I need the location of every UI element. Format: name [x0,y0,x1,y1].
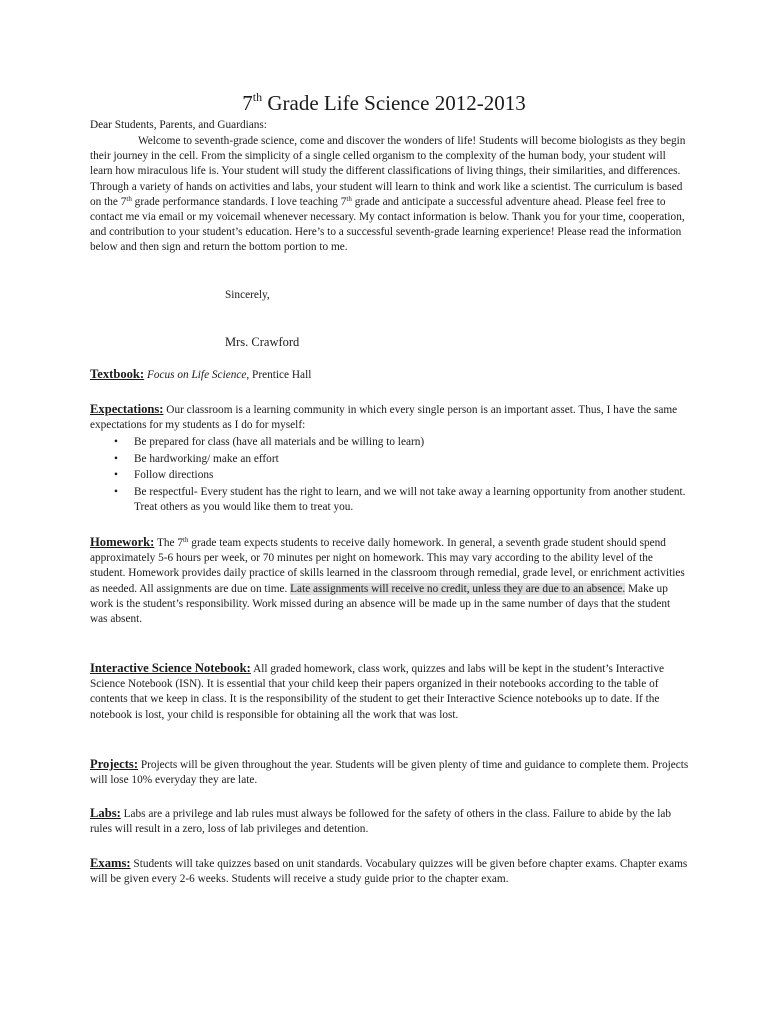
expectations-intro: Our classroom is a learning community in which every single person is an important asset. Thus, I have the same expectations for my students as I do for myself: [90,404,678,432]
notebook-text: All graded homework, class work, quizzes and labs will be kept in the student’s Interactive Science Notebook (ISN). It is essential that your child keep their papers organized in their notebooks according to the table of contents that we keep in class. It is the responsibility of the student to get their Interactive Science notebooks up to date. If the notebook is lost, your child is responsible for obtaining all the work that was lost. [90,663,665,721]
expectations-section [90,402,690,433]
title-rest: Grade Life Science 2012-2013 [262,91,526,115]
bullet-icon: • [114,452,118,465]
list-item-text: Follow directions [134,469,214,482]
expectations-heading: Expectations: [90,402,164,416]
letter-closing: Sincerely, [225,289,270,301]
exams-text: Students will take quizzes based on unit standards. Vocabulary quizzes will be given before chapter exams. Chapter exams will be given every 2-6 weeks. Students will receive a study guide prior to the chapter exam. [90,858,688,886]
textbook-title: Focus on Life Science, [146,369,250,381]
list-item [90,485,690,515]
list-item [90,452,690,467]
projects-text: Projects will be given throughout the year. Students will be given plenty of time and guidance to complete them. Projects will lose 10% everyday they are late. [90,759,689,787]
projects-heading: Projects: [90,757,139,771]
letter-body-part-1: Welcome to seventh-grade science, come and discover the wonders of life! Students will become biologists as they begin their journey in the cell. From the simplicity of a single celled organism to the complexity of the human body, your student will learn how miraculous life is. Your student will study the different classifications of living things, their similarities, and differences. Through a variety of hands on activities and labs, your student will learn to think and work like a scientist. The curriculum is based on the 7 [90,135,686,208]
exams-section [90,856,690,887]
letter-sup-1: th [126,194,132,203]
letter-body [90,134,690,256]
bullet-icon: • [114,486,118,499]
page-title [0,88,768,118]
homework-heading: Homework: [90,535,155,549]
letter-signature: Mrs. Crawford [225,335,300,349]
list-item [90,435,690,450]
list-item [90,468,690,483]
homework-text-3: Make up work is the student’s responsibility. Work missed during an absence will be made up in the same number of days that the student was absent. [90,582,671,626]
textbook-section [90,367,690,383]
list-item-text: Be prepared for class (have all materials and be willing to learn) [134,436,425,448]
letter-greeting: Dear Students, Parents, and Guardians: [90,119,267,131]
textbook-publisher: Prentice Hall [249,369,312,381]
notebook-section [90,661,690,723]
homework-sup: th [183,536,189,544]
bullet-icon: • [114,436,118,448]
letter-body-part-2: grade performance standards. I love teaching 7 [131,195,347,208]
labs-heading: Labs: [90,806,121,820]
letter-body-part-3: grade and anticipate a successful adventure ahead. Please feel free to contact me via email or my voicemail whenever necessary. My contact information is below. Thank you for your time, cooperation, and contribution to your student’s education. Here’s to a successful seventh-grade learning experience! Please read the information below and then sign and return the bottom portion to me. [90,195,685,254]
list-item-text: Be respectful- Every student has the right to learn, and we will not take away a learning opportunity from another student. Treat others as you would like them to treat you. [134,486,686,514]
homework-highlight: Late assignments will receive no credit, unless they are due to an absence. [290,582,626,595]
homework-section [90,535,690,627]
homework-text-2: grade team expects students to receive daily homework. In general, a seventh grade student should spend approximately 5-6 hours per week, or 70 minutes per night on homework. This may vary according to the ability level of the student. Homework provides daily practice of skills learned in the classroom through remedial, grade level, or enrichment activities as needed. All assignments are due on time. [90,537,685,595]
labs-text: Labs are a privilege and lab rules must always be followed for the safety of others in the class. Failure to abide by the lab rules will result in a zero, loss of lab privileges and detention. [90,808,672,836]
expectations-list [90,435,690,517]
exams-heading: Exams: [90,856,131,870]
homework-text-1: The 7 [154,537,184,549]
textbook-heading: Textbook: [90,367,145,381]
title-grade: 7 [242,91,253,115]
bullet-icon: • [114,469,118,482]
letter-sup-2: th [346,194,352,203]
list-item-text: Be hardworking/ make an effort [134,452,279,465]
title-grade-suffix: th [252,90,263,104]
projects-section [90,757,690,788]
notebook-heading: Interactive Science Notebook: [90,661,251,675]
labs-section [90,806,690,837]
